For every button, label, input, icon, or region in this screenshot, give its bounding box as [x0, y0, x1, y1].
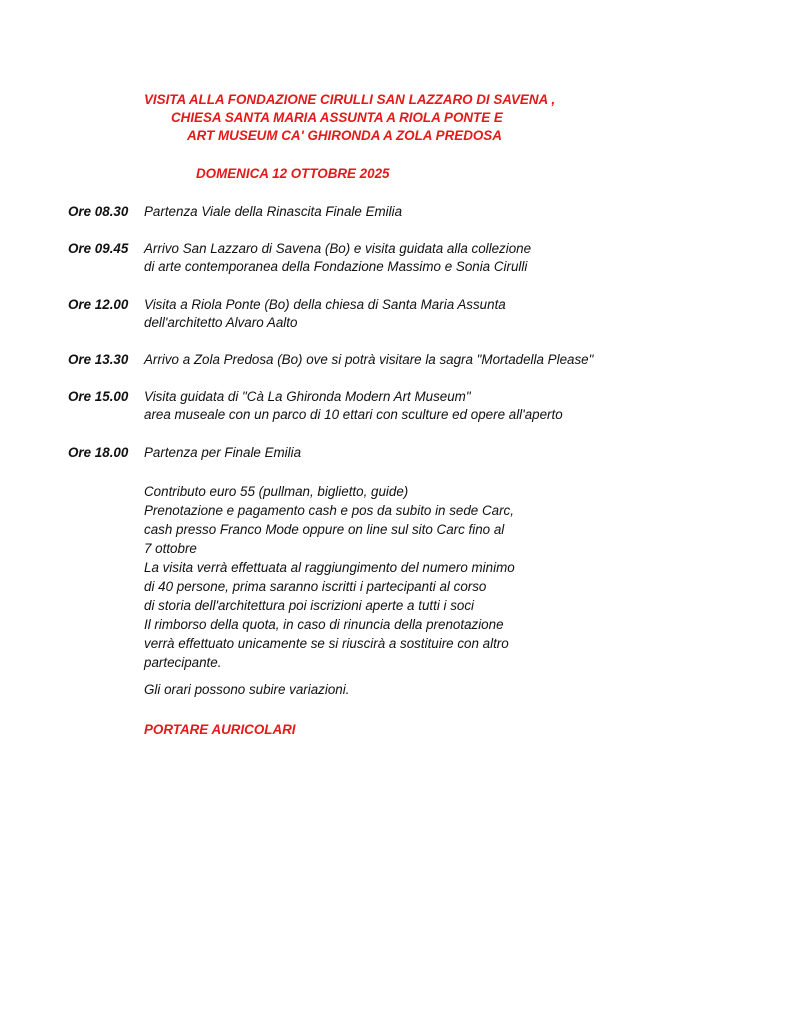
- note-line: partecipante.: [144, 655, 222, 670]
- schedule-time: Ore 15.00: [68, 389, 129, 404]
- title-line-3: ART MUSEUM CA' GHIRONDA A ZOLA PREDOSA: [187, 128, 502, 143]
- note-line: cash presso Franco Mode oppure on line sul sito Carc fino al: [144, 522, 505, 537]
- note-line: Il rimborso della quota, in caso di rinuncia della prenotazione: [144, 617, 504, 632]
- schedule-time: Ore 08.30: [68, 204, 129, 219]
- schedule-item: [68, 240, 531, 276]
- event-date: DOMENICA 12 OTTOBRE 2025: [196, 166, 390, 181]
- disclaimer-text: Gli orari possono subire variazioni.: [144, 682, 350, 697]
- note-line: 7 ottobre: [144, 541, 197, 556]
- title-line-1: VISITA ALLA FONDAZIONE CIRULLI SAN LAZZARO DI SAVENA ,: [144, 92, 556, 107]
- note-line: Prenotazione e pagamento cash e pos da subito in sede Carc,: [144, 503, 514, 518]
- note-line: di 40 persone, prima saranno iscritti i partecipanti al corso: [144, 579, 487, 594]
- schedule-desc-line: Partenza Viale della Rinascita Finale Emilia: [144, 204, 403, 219]
- note-line: verrà effettuato unicamente se si riuscirà a sostituire con altro: [144, 636, 509, 651]
- schedule-desc-line: di arte contemporanea della Fondazione Massimo e Sonia Cirulli: [144, 259, 528, 274]
- schedule-time: Ore 12.00: [68, 297, 129, 312]
- schedule-time: Ore 13.30: [68, 352, 129, 367]
- note-line: Contributo euro 55 (pullman, biglietto, guide): [144, 484, 409, 499]
- schedule-desc-line: Visita a Riola Ponte (Bo) della chiesa di Santa Maria Assunta: [144, 297, 506, 312]
- schedule-desc-line: area museale con un parco di 10 ettari con sculture ed opere all'aperto: [144, 407, 563, 422]
- schedule-desc-line: Arrivo San Lazzaro di Savena (Bo) e visita guidata alla collezione: [144, 241, 532, 256]
- notes-block: [144, 482, 515, 672]
- note-line: La visita verrà effettuata al raggiungimento del numero minimo: [144, 560, 515, 575]
- schedule-item: [68, 296, 506, 332]
- schedule-item: [68, 444, 301, 462]
- schedule-desc-line: Partenza per Finale Emilia: [144, 445, 302, 460]
- schedule-desc-line: dell'architetto Alvaro Aalto: [144, 315, 298, 330]
- schedule-time: Ore 18.00: [68, 445, 129, 460]
- schedule-item: [68, 351, 593, 369]
- schedule-item: [68, 203, 402, 221]
- schedule-desc-line: Visita guidata di "Cà La Ghironda Modern Art Museum": [144, 389, 471, 404]
- title-line-2: CHIESA SANTA MARIA ASSUNTA A RIOLA PONTE E: [171, 110, 503, 125]
- schedule-desc-line: Arrivo a Zola Predosa (Bo) ove si potrà visitare la sagra "Mortadella Please": [144, 352, 594, 367]
- schedule-item: [68, 388, 563, 424]
- note-line: di storia dell'architettura poi iscrizioni aperte a tutti i soci: [144, 598, 475, 613]
- schedule-time: Ore 09.45: [68, 241, 129, 256]
- reminder-text: PORTARE AURICOLARI: [144, 722, 296, 737]
